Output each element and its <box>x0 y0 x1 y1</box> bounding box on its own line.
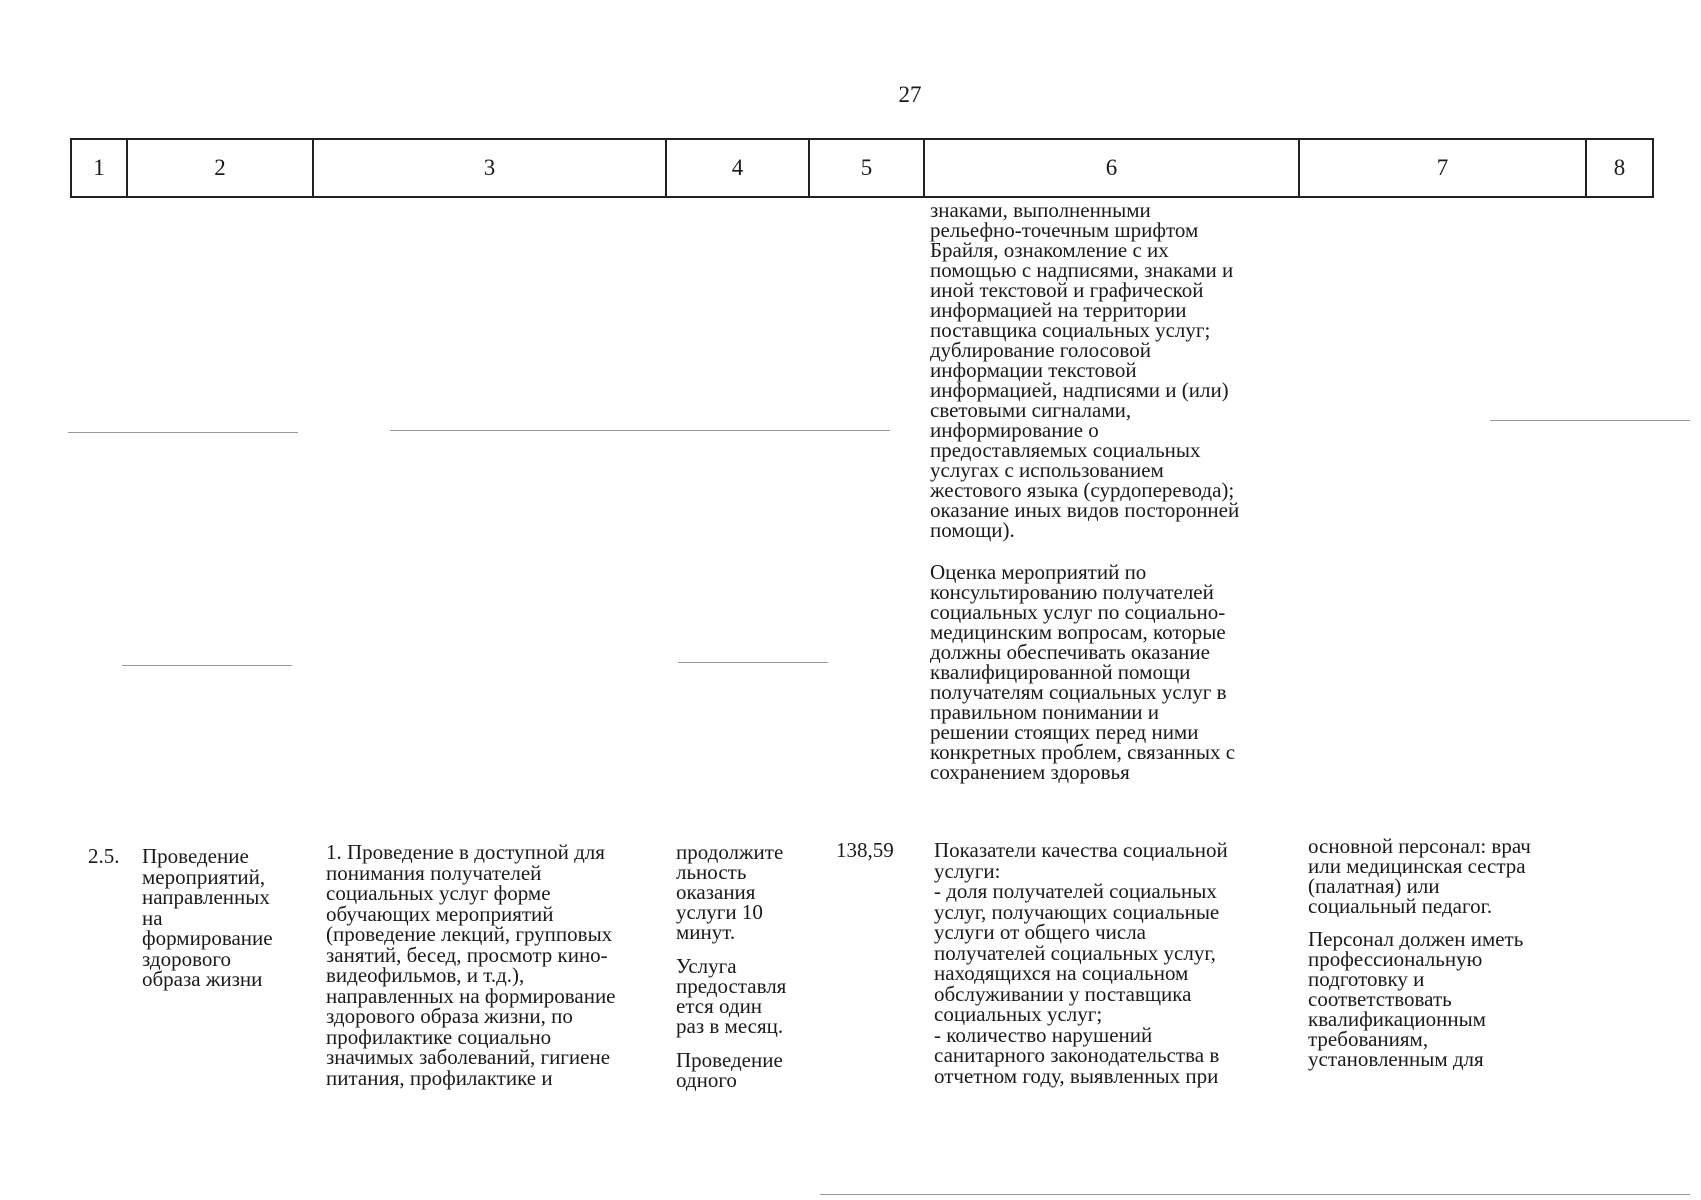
header-col-6: 6 <box>925 140 1300 196</box>
service-name: Проведение мероприятий, направленных на формирование здорового образа жизни <box>142 844 273 991</box>
duration-paragraph-3: Проведение одного <box>676 1048 783 1092</box>
scan-artifact-line <box>122 665 292 666</box>
header-col-8: 8 <box>1613 155 1626 180</box>
header-col-5: 5 <box>810 140 925 196</box>
continuation-paragraph-1: знаками, выполненными рельефно-точечным шрифтом Брайля, ознакомление с их помощью с надписями, знаками и иной текстовой и графической информацией на территории поставщика социальных услуг; дублирование голосовой информации текстовой информацией, надписями и (или) световыми сигналами, информирование о предоставляемых социальных услугах с использованием жестового языка (сурдоперевода); оказание иных видов посторонней помощи). <box>930 198 1240 542</box>
header-col-7: 7 <box>1300 140 1587 196</box>
quality-indicators: Показатели качества социальной услуги: - доля получателей социальных услуг, получающих социальные услуги от общего числа получателей социальных услуг, находящихся на социальном обслуживании у поставщика социальных услуг; - количество нарушений санитарного законодательства в отчетном году, выявленных при <box>934 838 1228 1088</box>
continuation-paragraph-2: Оценка мероприятий по консультированию получателей социальных услуг по социально- медицинским вопросам, которые должны обеспечивать оказание квалифицированной помощи получателям социальных услуг в правильном понимании и решении стоящих перед ними конкретных проблем, связанных с сохранением здоровья <box>930 560 1236 784</box>
scan-artifact-line <box>820 1194 1690 1195</box>
duration-paragraph-2: Услуга предоставля ется один раз в месяц. <box>676 954 787 1038</box>
header-col-4: 4 <box>667 140 810 196</box>
staff-paragraph-2: Персонал должен иметь профессиональную подготовку и соответствовать квалификационным требованиям, установленным для <box>1308 927 1524 1071</box>
duration-paragraph-1: продолжите льность оказания услуги 10 минут. <box>676 840 784 944</box>
row-number: 2.5. <box>88 844 120 868</box>
staff-requirements <box>1308 836 1608 1081</box>
page-number: 27 <box>898 82 922 107</box>
scan-artifact-line <box>678 662 828 663</box>
scan-artifact-line <box>68 432 298 433</box>
staff-paragraph-1: основной персонал: врач или медицинская сестра (палатная) или социальный педагог. <box>1308 834 1531 918</box>
scan-artifact-line <box>1490 420 1690 421</box>
table-header-row <box>70 138 1654 198</box>
header-col-1: 1 <box>72 140 128 196</box>
service-cost: 138,59 <box>836 838 894 862</box>
header-col-2: 2 <box>128 140 314 196</box>
service-duration <box>676 842 816 1102</box>
service-description: 1. Проведение в доступной для понимания получателей социальных услуг форме обучающих мероприятий (проведение лекций, групповых занятий, бесед, просмотр кино- видеофильмов, и т.д.), направленных на формирование здорового образа жизни, по профилактике социально значимых заболеваний, гигиене питания, профилактике и <box>326 840 616 1090</box>
scan-artifact-line <box>390 430 890 431</box>
continuation-col6 <box>930 200 1310 794</box>
header-col-3: 3 <box>314 140 667 196</box>
